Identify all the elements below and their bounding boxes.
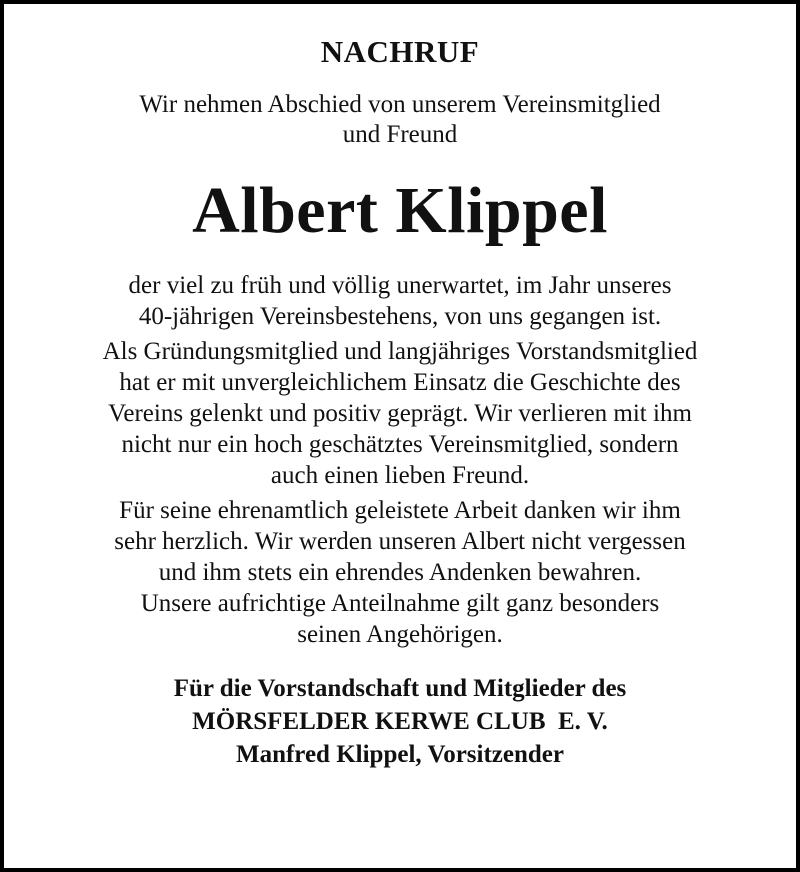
paragraph-line: und ihm stets ein ehrendes Andenken bewahren. xyxy=(158,559,642,586)
paragraph-line: seinen Angehörigen. xyxy=(297,621,503,648)
paragraph-line: Für seine ehrenamtlich geleistete Arbeit danken wir ihm xyxy=(119,497,681,524)
notice-heading: NACHRUF xyxy=(320,34,480,69)
signature-line: Für die Vorstandschaft und Mitglieder des xyxy=(173,675,627,702)
paragraph-passing xyxy=(4,270,796,332)
paragraph-line: der viel zu früh und völlig unerwartet, im Jahr unseres xyxy=(128,272,672,299)
signatory: Manfred Klippel, Vorsitzender xyxy=(235,741,564,768)
paragraph-thanks xyxy=(4,495,796,650)
deceased-name: Albert Klippel xyxy=(192,174,608,247)
intro-text xyxy=(4,90,796,150)
intro-line: Wir nehmen Abschied von unserem Vereinsmitglied xyxy=(139,91,661,118)
paragraph-line: sehr herzlich. Wir werden unseren Albert nicht vergessen xyxy=(114,528,686,555)
paragraph-line: Vereins gelenkt und positiv geprägt. Wir verlieren mit ihm xyxy=(108,400,692,427)
paragraph-line: hat er mit unvergleichlichem Einsatz die Geschichte des xyxy=(119,369,681,396)
signature-block xyxy=(4,672,796,771)
intro-line: und Freund xyxy=(342,121,458,148)
paragraph-line: 40-jährigen Vereinsbestehens, von uns gegangen ist. xyxy=(138,303,662,330)
paragraph-line: auch einen lieben Freund. xyxy=(270,462,530,489)
club-name: MÖRSFELDER KERWE CLUB E. V. xyxy=(192,708,608,735)
paragraph-tribute xyxy=(4,336,796,491)
paragraph-line: Als Gründungsmitglied und langjähriges Vorstandsmitglied xyxy=(102,338,698,365)
paragraph-line: nicht nur ein hoch geschätztes Vereinsmitglied, sondern xyxy=(121,431,679,458)
paragraph-line: Unsere aufrichtige Anteilnahme gilt ganz besonders xyxy=(140,590,660,617)
